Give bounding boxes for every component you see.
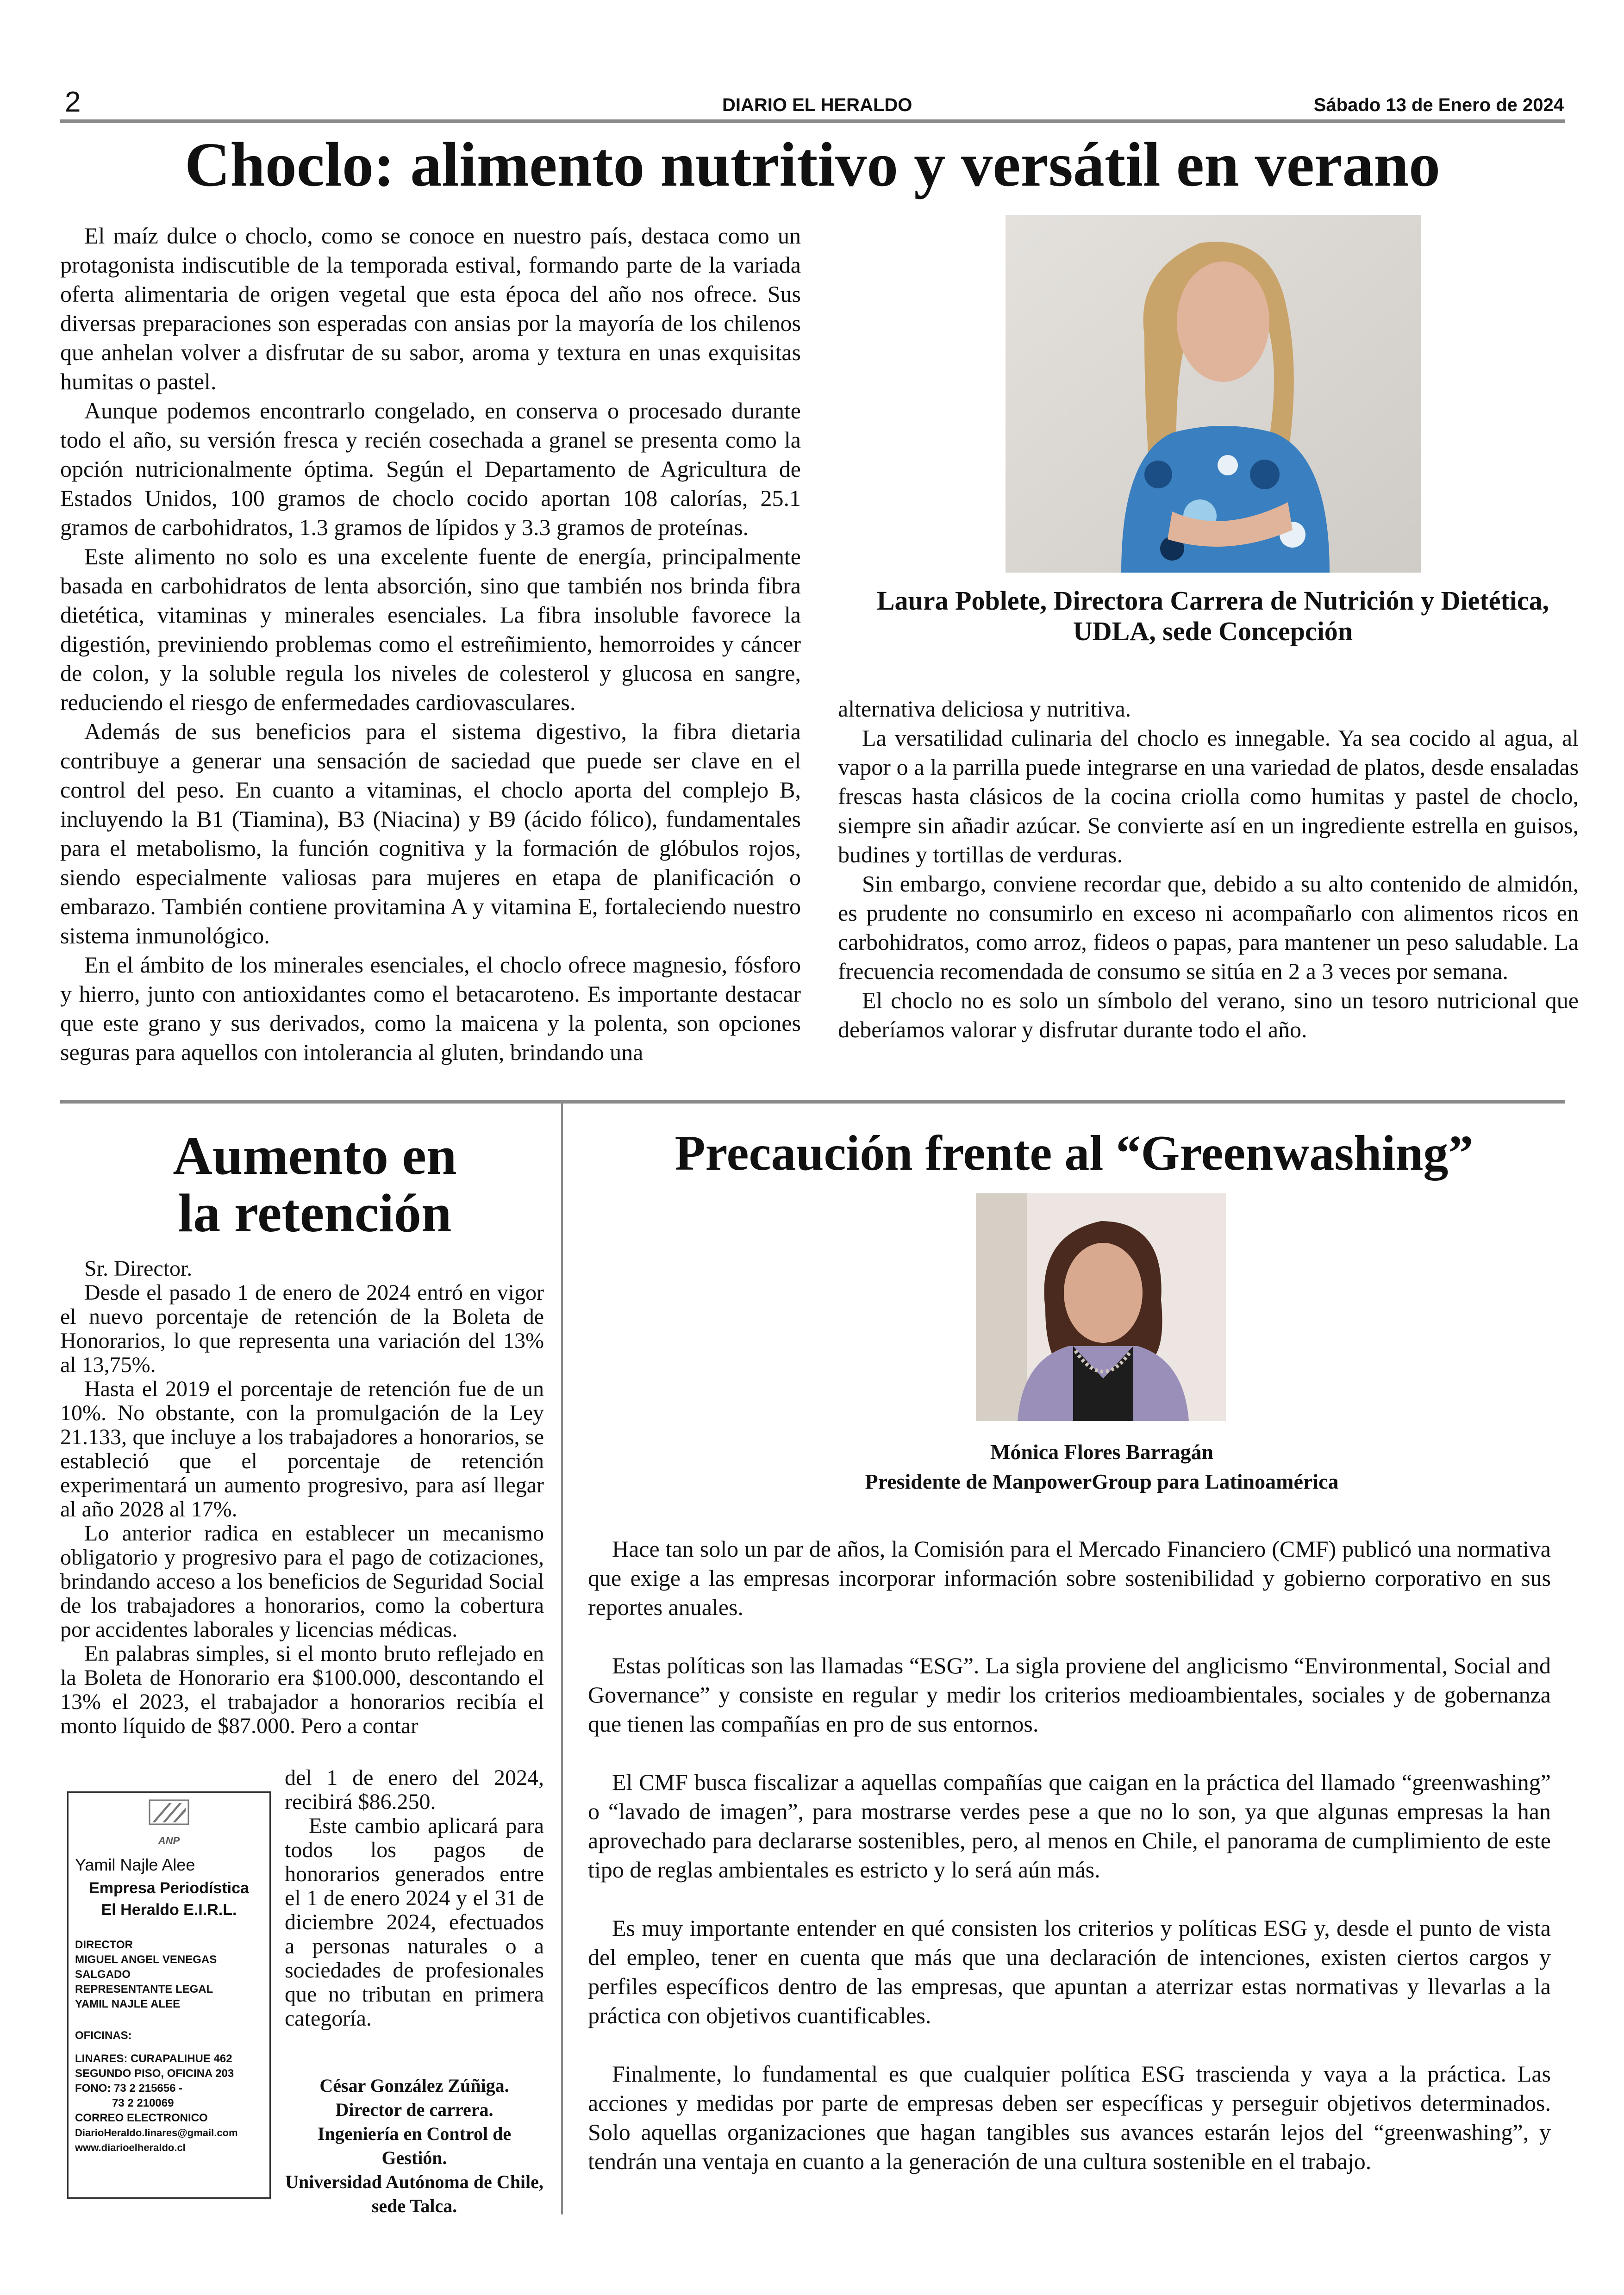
company-name: El Heraldo E.I.R.L. — [101, 1901, 237, 1919]
portrait-photo-monica-flores — [976, 1193, 1226, 1421]
letter-title-line: Aumento en — [173, 1125, 457, 1186]
issue-date: Sábado 13 de Enero de 2024 — [1313, 95, 1564, 115]
salutation: Sr. Director. — [84, 1256, 193, 1281]
letter-title-line: la retención — [178, 1182, 452, 1243]
continuation-text: alternativa deliciosa y nutritiva. — [838, 696, 1131, 722]
paragraph: En el ámbito de los minerales esenciales, el choclo ofrece magnesio, fósforo y hierro, junto con antioxidantes como el betacaroteno. Es importante destacar que este grano y sus derivados, como la maicena y la polenta, son opciones seguras para aquellos con intolerancia al gluten, brindando una — [60, 952, 801, 1065]
phone-number: 73 2 210069 — [112, 2097, 174, 2109]
paragraph: Hasta el 2019 el porcentaje de retención fue de un 10%. No obstante, con la promulgación de la Ley 21.133, que incluye a los trabajadores a honorarios, se estableció que el porcentaje de retención experimentará un aumento progresivo, para así llegar al año 2028 al 17%. — [60, 1377, 544, 1522]
header-rule — [60, 119, 1565, 123]
page-number: 2 — [65, 86, 81, 118]
letter-body — [60, 1257, 544, 1738]
letter-title — [65, 1127, 565, 1242]
letter-signature — [285, 2074, 544, 2218]
greenwashing-body — [588, 1534, 1551, 2205]
anp-logo-text: ANP — [158, 1835, 180, 1846]
website-link[interactable]: www.diarioelheraldo.cl — [75, 2142, 186, 2153]
paragraph: Lo anterior radica en establecer un mecanismo obligatorio y progresivo para el pago de cotizaciones, brindando acceso a los beneficios de Seguridad Social de los trabajadores a honorarios, como la cobertura por accidentes laborales y licencias médicas. — [60, 1521, 544, 1642]
offices-label: OFICINAS: — [75, 2029, 132, 2042]
anp-logo — [75, 1798, 263, 1847]
paragraph: Este alimento no solo es una excelente fuente de energía, principalmente basada en carbohidratos de lenta absorción, sino que también nos brinda fibra dietética, vitaminas y minerales esenciales. La fibra insoluble favorece la digestión, previniendo problemas como el estreñimiento, hemorroides y cáncer de colon, y la soluble regula los niveles de colesterol y glucosa en sangre, reduciendo el riesgo de enfermedades cardiovasculares. — [60, 543, 801, 715]
signature-line: Ingeniería en Control de Gestión. — [317, 2123, 512, 2168]
column-divider — [561, 1104, 563, 2214]
letter-narrow-column — [285, 1766, 544, 2031]
signature-line: Universidad Autónoma de Chile, sede Talca. — [285, 2171, 543, 2216]
main-article-right-column — [838, 694, 1579, 1044]
paragraph: Estas políticas son las llamadas “ESG”. La sigla proviene del anglicismo “Environmental, Social and Governance” y consiste en regular y medir los criterios medioambientales, sociales y de gobernanza que tienen las compañías en pro de sus entornos. — [588, 1653, 1551, 1737]
masthead-box — [67, 1791, 271, 2199]
director-name: MIGUEL ANGEL VENEGAS SALGADO — [75, 1953, 217, 1981]
signature-line: Director de carrera. — [335, 2099, 493, 2120]
portrait-illustration — [1006, 215, 1421, 573]
paragraph: Desde el pasado 1 de enero de 2024 entró en vigor el nuevo porcentaje de retención de la Boleta de Honorarios, lo que representa una variación del 13% al 13,75%. — [60, 1280, 544, 1377]
paragraph: Además de sus beneficios para el sistema digestivo, la fibra dietaria contribuye a generar una sensación de saciedad que puede ser clave en el control del peso. En cuanto a vitaminas, el choclo aporta del complejo B, incluyendo la B1 (Tiamina), B3 (Niacina) y B9 (ácido fólico), fundamentales para el metabolismo, la función cognitiva y la formación de glóbulos rojos, siendo especialmente valiosas para mujeres en etapa de planificación o embarazo. También contiene provitamina A y vitamina E, fortaleciendo nuestro sistema inmunológico. — [60, 718, 801, 948]
paragraph: Aunque podemos encontrarlo congelado, en conserva o procesado durante todo el año, su versión fresca y recién cosechada a granel se presenta como la opción nutricionalmente óptima. Según el Departamento de Agricultura de Estados Unidos, 100 gramos de choclo cocido aportan 108 calorías, 25.1 gramos de carbohidratos, 1.3 gramos de lípidos y 3.3 gramos de proteínas. — [60, 398, 801, 540]
paragraph: En palabras simples, si el monto bruto reflejado en la Boleta de Honorario era $100.000, descontando el 13% el 2023, el trabajador a honorarios recibía el monto líquido de $87.000. Pero a contar — [60, 1641, 544, 1738]
author-role: Presidente de ManpowerGroup para Latinoamérica — [865, 1470, 1339, 1493]
email-link[interactable]: DiarioHeraldo.linares@gmail.com — [75, 2127, 238, 2139]
paragraph: La versatilidad culinaria del choclo es innegable. Ya sea cocido al agua, al vapor o a la parrilla puede integrarse en una variedad de platos, desde ensaladas frescas hasta clásicos de la cocina criolla como humitas y pastel de choclo, siempre sin añadir azúcar. Se convierte así en un ingrediente estrella en guisos, budines y tortillas de verduras. — [838, 725, 1579, 867]
legal-rep-label: REPRESENTANTE LEGAL — [75, 1983, 213, 1996]
signature-line: César González Zúñiga. — [319, 2075, 509, 2096]
section-rule — [60, 1100, 1565, 1104]
paragraph: El maíz dulce o choclo, como se conoce en nuestro país, destaca como un protagonista indiscutible de la temporada estival, formando parte de la variada oferta alimentaria de origen vegetal que esta época del año nos ofrece. Sus diversas preparaciones son esperadas con ansias por la mayoría de los chilenos que anhelan volver a disfrutar de su sabor, aroma y textura en unas exquisitas humitas o pastel. — [60, 223, 801, 394]
legal-rep-name: YAMIL NAJLE ALEE — [75, 1998, 181, 2010]
paragraph: El CMF busca fiscalizar a aquellas compañías que caigan en la práctica del llamado “greenwashing” o “lavado de imagen”, para mostrarse verdes pese a que no lo son, ya que algunas empresas la han aprovechado para declararse sostenibles, pero, al menos en Chile, el panorama de cumplimiento de este tipo de reglas ambientales es estricto y lo será aún más. — [588, 1769, 1551, 1883]
newspaper-name: DIARIO EL HERALDO — [722, 95, 912, 115]
portrait-illustration — [976, 1193, 1226, 1421]
office-address: SEGUNDO PISO, OFICINA 203 — [75, 2067, 234, 2080]
continuation-text: del 1 de enero del 2024, recibirá $86.250. — [285, 1765, 544, 1814]
paragraph: Sin embargo, conviene recordar que, debido a su alto contenido de almidón, es prudente no consumirlo en exceso ni acompañarlo con alimentos ricos en carbohidratos, como arroz, fideos o papas, para mantener un peso saludable. La frecuencia recomendada de consumo se sitúa en 2 a 3 veces por semana. — [838, 871, 1579, 984]
office-address: LINARES: CURAPALIHUE 462 — [75, 2052, 232, 2065]
email-label: CORREO ELECTRONICO — [75, 2112, 208, 2124]
paragraph: Es muy importante entender en qué consisten los criterios y políticas ESG y, desde el punto de vista del empleo, tener en cuenta que más que una declaración de intenciones, existen ciertos cargos y perfiles específicos dentro de las empresas, que apuntan a aterrizar estas normativas y llevarlas a la práctica con objetivos cuantificables. — [588, 1915, 1551, 2028]
photo-caption: Laura Poblete, Directora Carrera de Nutrición y Dietética, UDLA, sede Concepción — [876, 586, 1549, 646]
portrait-photo-laura-poblete — [1006, 215, 1421, 573]
main-article-left-column — [60, 221, 801, 1067]
paragraph: Este cambio aplicará para todos los pagos de honorarios generados entre el 1 de enero 2024 y el 31 de diciembre 2024, efectuados a personas naturales o a sociedades de profesionales que no tributan en primera categoría. — [285, 1814, 544, 2031]
phone-number: FONO: 73 2 215656 - — [75, 2082, 183, 2095]
owner-name: Yamil Najle Alee — [75, 1855, 195, 1874]
paragraph: Hace tan solo un par de años, la Comisión para el Mercado Financiero (CMF) publicó una normativa que exige a las empresas incorporar información sobre sostenibilidad y gobierno corporativo en sus reportes anuales. — [588, 1536, 1551, 1620]
paragraph: El choclo no es solo un símbolo del verano, sino un tesoro nutricional que deberíamos valorar y disfrutar durante todo el año. — [838, 987, 1579, 1042]
author-name: Mónica Flores Barragán — [990, 1440, 1214, 1464]
anp-logo-icon — [141, 1798, 197, 1835]
main-article-title: Choclo: alimento nutritivo y versátil en verano — [184, 130, 1441, 200]
greenwashing-author — [694, 1437, 1509, 1497]
company-name: Empresa Periodística — [89, 1879, 249, 1897]
director-label: DIRECTOR — [75, 1939, 133, 1951]
paragraph: Finalmente, lo fundamental es que cualquier política ESG trascienda y vaya a la práctica. Las acciones y medidas por parte de empresas deben ser específicas y perseguir objetivos determinados. Solo aquellas organizaciones que hagan tangibles sus avances estarán lejos del “greenwashing”, y tendrán una ventaja en cuanto a la generación de una cultura sostenible en el trabajo. — [588, 2061, 1551, 2174]
greenwashing-title: Precaución frente al “Greenwashing” — [675, 1126, 1474, 1181]
